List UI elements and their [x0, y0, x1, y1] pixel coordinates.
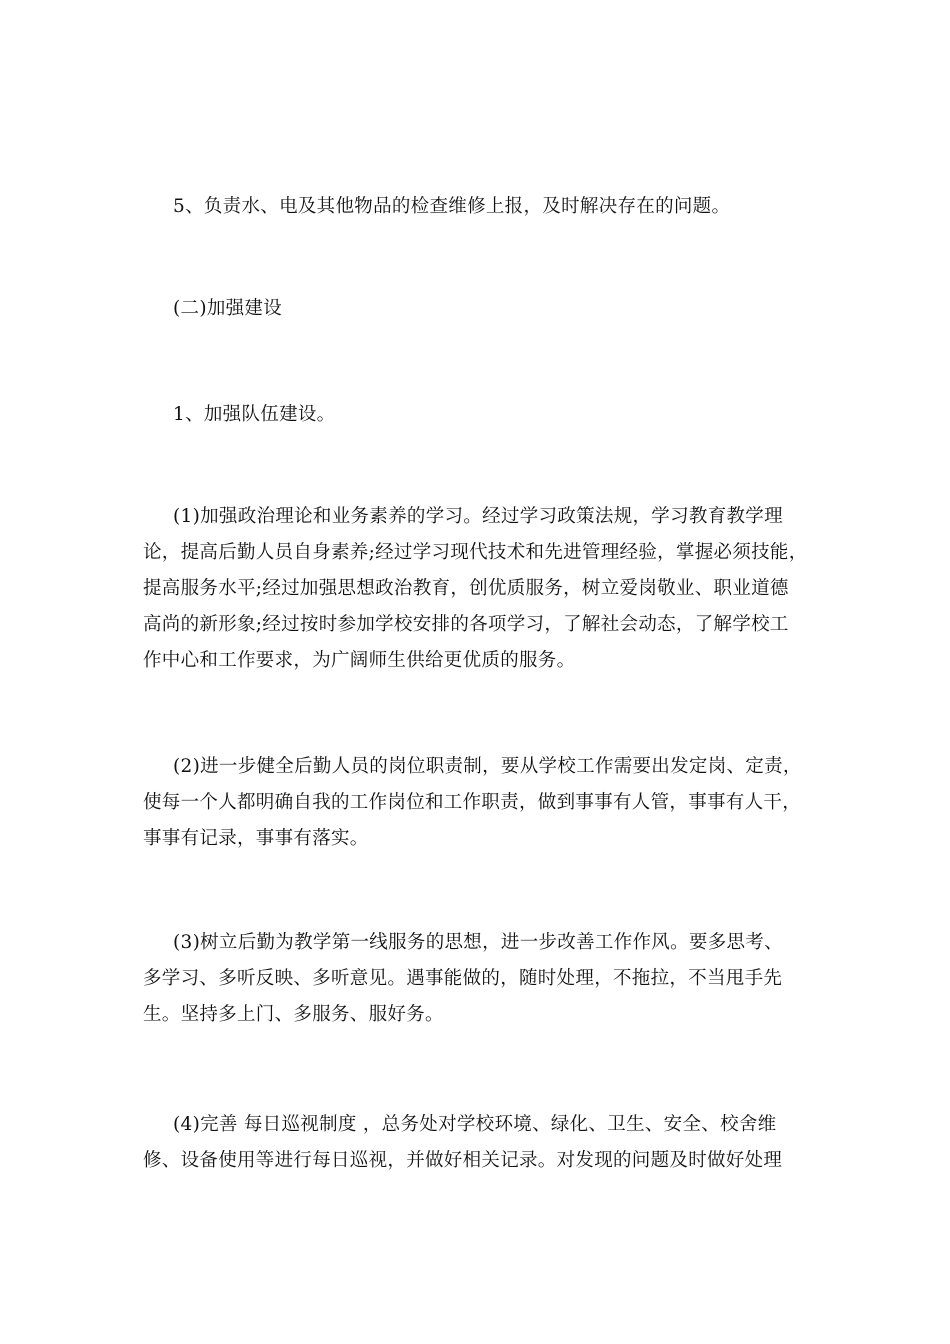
text-line: (1)加强政治理论和业务素养的学习。经过学习政策法规，学习教育教学理	[173, 506, 783, 527]
text-line: 高尚的新形象;经过按时参加学校安排的各项学习，了解社会动态，了解学校工	[143, 614, 789, 635]
paragraph-sub-3	[143, 925, 807, 1033]
paragraph-sub-4	[143, 1107, 807, 1179]
text-line: (3)树立后勤为教学第一线服务的思想，进一步改善工作作风。要多思考、	[173, 932, 783, 953]
paragraph-item-5	[143, 189, 807, 225]
text-line: (二)加强建设	[173, 298, 283, 319]
text-line: 使每一个人都明确自我的工作岗位和工作职责，做到事事有人管，事事有人干，	[143, 792, 802, 813]
text-line: 修、设备使用等进行每日巡视，并做好相关记录。对发现的问题及时做好处理	[143, 1150, 783, 1171]
section-heading	[143, 291, 807, 327]
paragraph-sub-2	[143, 749, 807, 857]
text-line: 作中心和工作要求，为广阔师生供给更优质的服务。	[143, 650, 576, 671]
text-line: 事事有记录，事事有落实。	[143, 828, 369, 849]
paragraph-item-1	[143, 397, 807, 433]
text-line: 提高服务水平;经过加强思想政治教育，创优质服务，树立爱岗敬业、职业道德	[143, 578, 789, 599]
text-line: 5、负责水、电及其他物品的检查维修上报，及时解决存在的问题。	[173, 196, 731, 217]
text-line: 生。坚持多上门、多服务、服好务。	[143, 1004, 444, 1025]
text-line: 多学习、多听反映、多听意见。遇事能做的，随时处理，不拖拉，不当甩手先	[143, 968, 783, 989]
text-line: (4)完善 每日巡视制度 ，总务处对学校环境、绿化、卫生、安全、校舍维	[173, 1114, 777, 1135]
paragraph-sub-1	[143, 499, 807, 679]
text-line: (2)进一步健全后勤人员的岗位职责制，要从学校工作需要出发定岗、定责，	[173, 756, 802, 777]
text-line: 1、加强队伍建设。	[173, 404, 336, 425]
text-line: 论，提高后勤人员自身素养;经过学习现代技术和先进管理经验，掌握必须技能，	[143, 542, 808, 563]
